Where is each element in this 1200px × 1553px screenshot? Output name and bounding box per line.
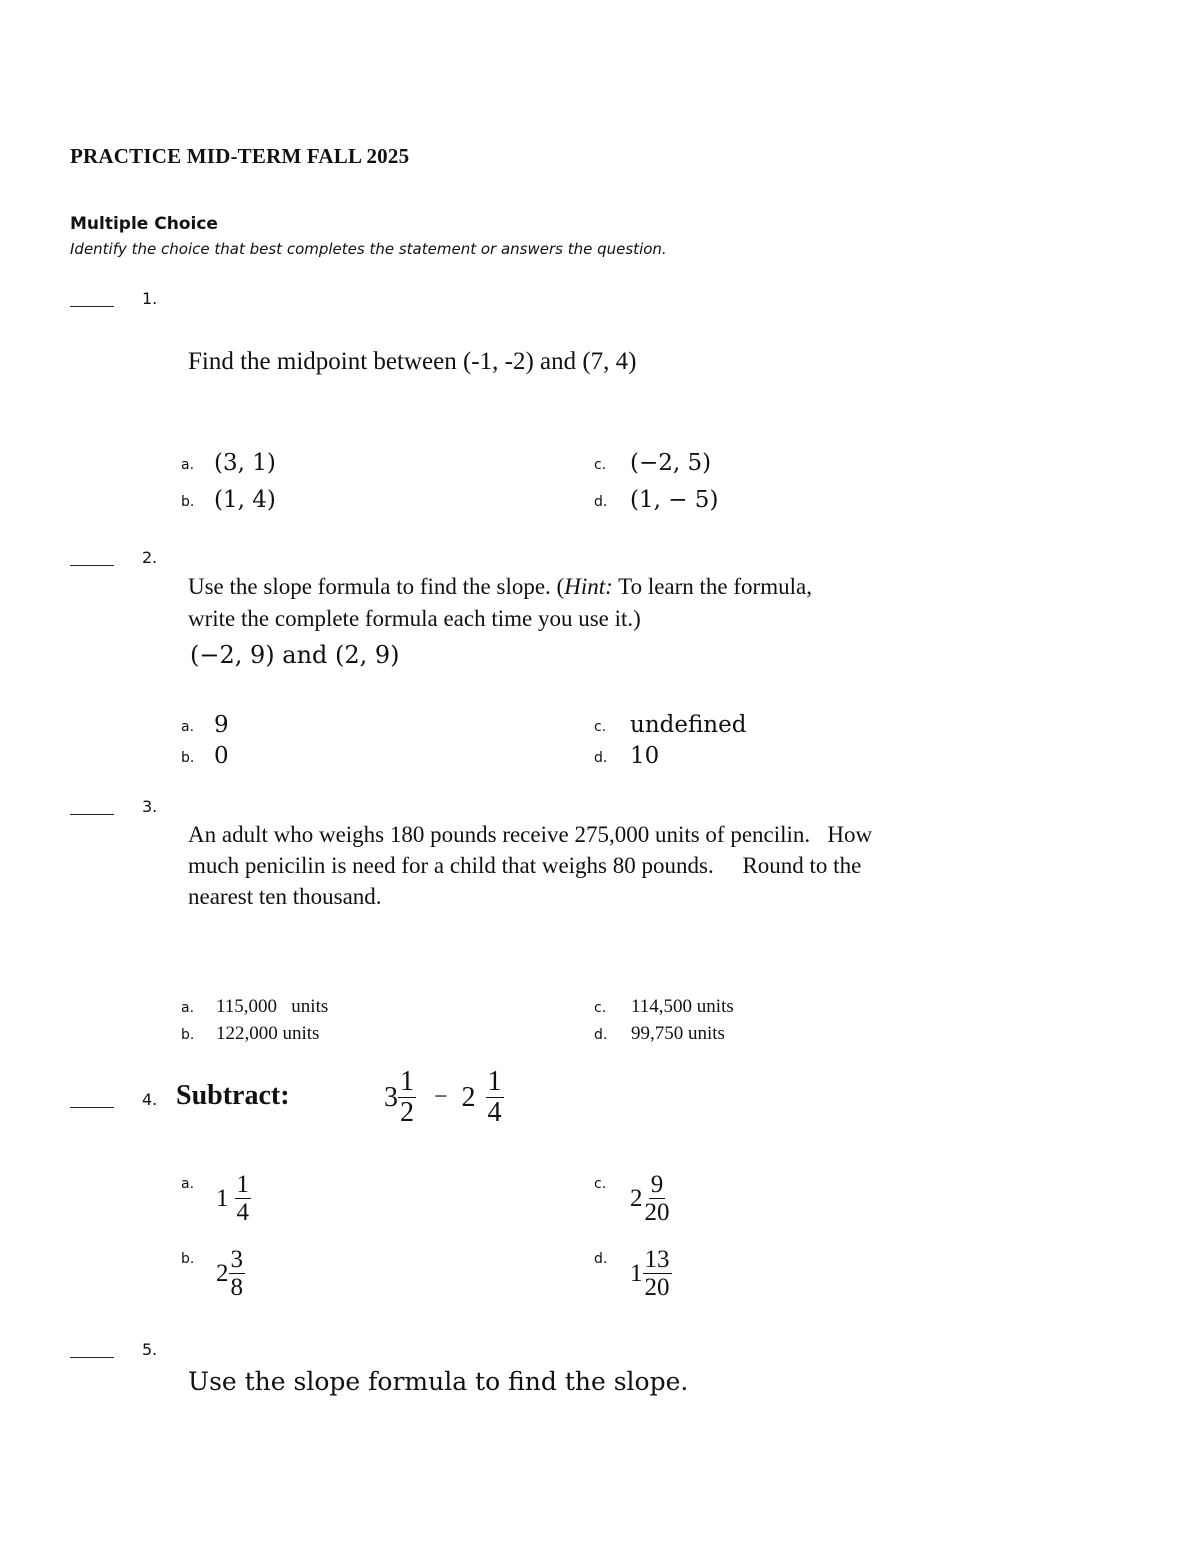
choice-d-q2[interactable]: 10: [630, 743, 660, 769]
page-title: PRACTICE MID-TERM FALL 2025: [70, 144, 410, 168]
choice-c-q2[interactable]: undefined: [630, 712, 747, 738]
choice-letter: b.: [181, 750, 195, 766]
question-number: 5.: [142, 1340, 158, 1359]
question-stem: Use the slope formula to find the slope.: [188, 1367, 689, 1396]
subtract-expression: [384, 1068, 504, 1127]
choice-c-q4[interactable]: 2 $\frac{9}{20}$: [630, 1171, 670, 1226]
minus-sign: −: [434, 1084, 448, 1110]
choice-letter: c.: [594, 719, 607, 735]
question-number: 2.: [142, 548, 158, 567]
fraction: $\frac{1}{2}$: [400, 1066, 414, 1128]
answer-blank-q4[interactable]: [70, 1107, 114, 1108]
question-stem-line: Use the slope formula to find the slope. (Hint: To learn the formula,: [188, 574, 812, 599]
choice-letter: d.: [594, 494, 608, 510]
question-number: 1.: [142, 289, 158, 308]
choice-letter: c.: [594, 1000, 607, 1016]
choice-b-q2[interactable]: 0: [214, 743, 229, 769]
question-stem-line: nearest ten thousand.: [188, 884, 382, 909]
answer-blank-q2[interactable]: [70, 565, 114, 566]
answer-blank-q5[interactable]: [70, 1357, 114, 1358]
section-heading: Multiple Choice: [70, 214, 218, 234]
choice-letter: b.: [181, 494, 195, 510]
choice-d-q3[interactable]: 99,750 units: [631, 1023, 725, 1044]
question-number: 3.: [142, 797, 158, 816]
choice-c-q1[interactable]: (−2, 5): [630, 450, 712, 476]
choice-b-q1[interactable]: (1, 4): [214, 487, 276, 513]
choice-letter: a.: [181, 1176, 195, 1192]
answer-blank-q3[interactable]: [70, 814, 114, 815]
choice-b-q4[interactable]: 2 $\frac{3}{8}$: [216, 1246, 243, 1301]
choice-d-q4[interactable]: 1 $\frac{13}{20}$: [630, 1246, 670, 1301]
answer-blank-q1[interactable]: [70, 306, 114, 307]
subtract-label: Subtract:: [176, 1080, 290, 1111]
question-points: (−2, 9) and (2, 9): [190, 641, 400, 669]
choice-letter: d.: [594, 1027, 608, 1043]
choice-a-q1[interactable]: (3, 1): [214, 450, 276, 476]
question-stem-line: An adult who weighs 180 pounds receive 275,000 units of pencilin. How: [188, 822, 873, 847]
choice-letter: c.: [594, 457, 607, 473]
whole-part: 3: [384, 1081, 398, 1113]
choice-c-q3[interactable]: 114,500 units: [631, 996, 734, 1017]
choice-letter: a.: [181, 1000, 195, 1016]
question-stem-line: much penicilin is need for a child that weighs 80 pounds. Round to the: [188, 853, 862, 878]
question-stem: Find the midpoint between (-1, -2) and (7, 4): [188, 348, 637, 375]
choice-letter: d.: [594, 750, 608, 766]
choice-letter: d.: [594, 1251, 608, 1267]
choice-letter: a.: [181, 719, 195, 735]
question-stem-line: write the complete formula each time you use it.): [188, 606, 641, 631]
fraction: $\frac{1}{4}$: [487, 1066, 502, 1128]
hint-label: Hint:: [564, 574, 613, 599]
choice-a-q4[interactable]: 1 $\frac{1}{4}$: [216, 1171, 249, 1226]
choice-a-q3[interactable]: 115,000 units: [216, 996, 329, 1017]
whole-part: 2: [461, 1081, 476, 1113]
choice-letter: c.: [594, 1176, 607, 1192]
choice-a-q2[interactable]: 9: [214, 712, 229, 738]
choice-letter: a.: [181, 457, 195, 473]
choice-letter: b.: [181, 1027, 195, 1043]
choice-b-q3[interactable]: 122,000 units: [216, 1023, 320, 1044]
choice-letter: b.: [181, 1251, 195, 1267]
choice-d-q1[interactable]: (1, − 5): [630, 487, 719, 513]
question-number: 4.: [142, 1090, 158, 1109]
section-instructions: Identify the choice that best completes the statement or answers the question.: [70, 240, 667, 258]
